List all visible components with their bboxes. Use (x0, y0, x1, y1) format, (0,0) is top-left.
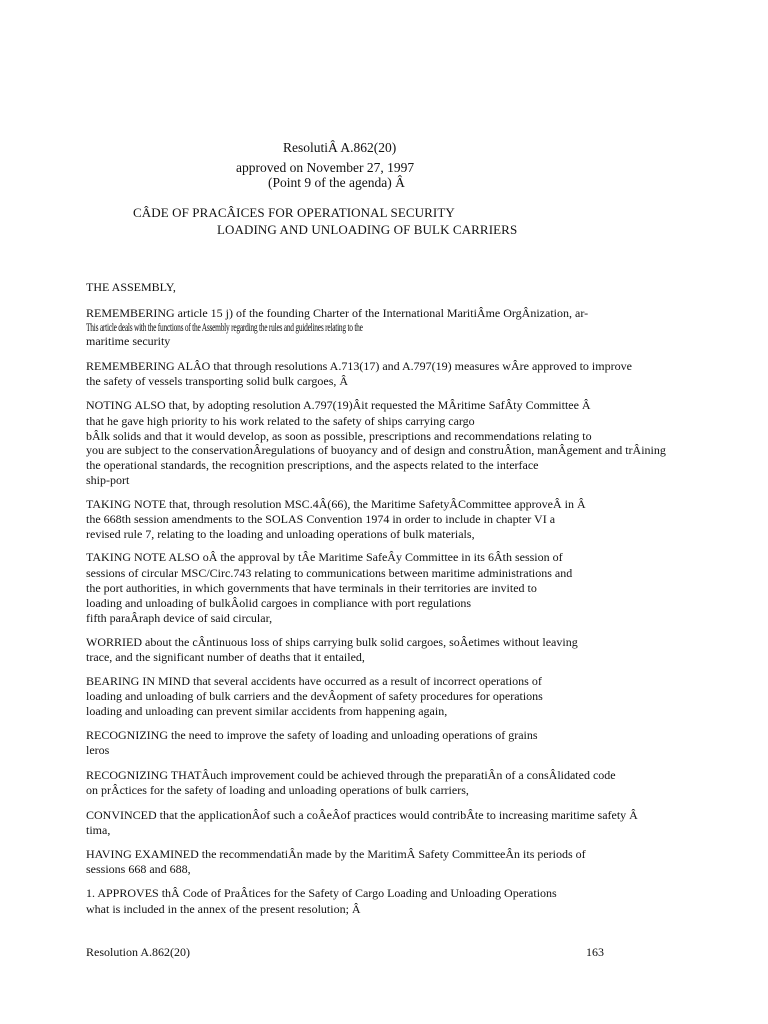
paragraph-line: TAKING NOTE ALSO oÂ the approval by tÂe Maritime SafeÂy Committee in its 6Âth session of (86, 550, 563, 564)
paragraph-line: REMEMBERING ALÂO that through resolutions A.713(17) and A.797(19) measures wÂre approved to improve (86, 359, 632, 373)
assembly-heading: THE ASSEMBLY, (86, 280, 176, 294)
paragraph-line: the operational standards, the recognition prescriptions, and the aspects related to the interface (86, 458, 539, 472)
paragraph-line: BEARING IN MIND that several accidents have occurred as a result of incorrect operations of (86, 674, 542, 688)
paragraph-line: tima, (86, 823, 111, 837)
paragraph-line: loading and unloading can prevent similar accidents from happening again, (86, 704, 448, 718)
paragraph-line: fifth paraÂraph device of said circular, (86, 611, 273, 625)
paragraph-line: HAVING EXAMINED the recommendatiÂn made by the MaritimÂ Safety CommitteeÂn its periods of (86, 847, 586, 861)
paragraph-line: you are subject to the conservationÂregulations of buoyancy and of design and construÂtion, manÂgement and trÂining (86, 443, 666, 457)
paragraph-line: sessions 668 and 688, (86, 862, 191, 876)
paragraph-line: ship-port (86, 473, 130, 487)
paragraph-line: maritime security (86, 334, 171, 348)
agenda-point: (Point 9 of the agenda) Â (268, 175, 405, 190)
footer-resolution: Resolution A.862(20) (86, 945, 190, 959)
paragraph-line: the 668th session amendments to the SOLAS Convention 1974 in order to include in chapter VI a (86, 512, 556, 526)
page-number: 163 (586, 945, 604, 959)
paragraph-line: leros (86, 743, 110, 757)
paragraph-line: WORRIED about the cÂntinuous loss of ships carrying bulk solid cargoes, soÂetimes without leaving (86, 635, 578, 649)
document-title-line-2: LOADING AND UNLOADING OF BULK CARRIERS (217, 222, 518, 237)
paragraph-line: trace, and the significant number of deaths that it entailed, (86, 650, 365, 664)
paragraph-line: REMEMBERING article 15 j) of the founding Charter of the International MaritiÂme OrgÂnization, ar- (86, 306, 589, 320)
document-title-line-1: CÂDE OF PRACÂICES FOR OPERATIONAL SECURITY (133, 205, 455, 220)
paragraph-line: loading and unloading of bulk carriers and the devÂopment of safety procedures for operations (86, 689, 543, 703)
paragraph-line: what is included in the annex of the present resolution; Â (86, 902, 361, 916)
paragraph-line: This article deals with the functions of the Assembly regarding the rules and guidelines relating to the (86, 320, 363, 334)
paragraph-line: TAKING NOTE that, through resolution MSC.4Â(66), the Maritime SafetyÂCommittee approveÂ in Â (86, 497, 586, 511)
paragraph-line: loading and unloading of bulkÂolid cargoes in compliance with port regulations (86, 596, 472, 610)
paragraph-line: the port authorities, in which governments that have terminals in their territories are invited to (86, 581, 537, 595)
paragraph-line: revised rule 7, relating to the loading and unloading operations of bulk materials, (86, 527, 475, 541)
paragraph-line: NOTING ALSO that, by adopting resolution A.797(19)Âit requested the MÂritime SafÂty Committee Â (86, 398, 591, 412)
paragraph-line: the safety of vessels transporting solid bulk cargoes, Â (86, 374, 349, 388)
paragraph-line: on prÂctices for the safety of loading and unloading operations of bulk carriers, (86, 783, 469, 797)
resolution-number: ResolutiÂ A.862(20) (283, 140, 397, 155)
paragraph-line: sessions of circular MSC/Circ.743 relating to communications between maritime administrations and (86, 566, 573, 580)
paragraph-line: RECOGNIZING the need to improve the safety of loading and unloading operations of grains (86, 728, 538, 742)
approval-date: approved on November 27, 1997 (236, 160, 415, 175)
paragraph-line: RECOGNIZING THATÂuch improvement could be achieved through the preparatiÂn of a consÂlidated code (86, 768, 616, 782)
paragraph-line: 1. APPROVES thÂ Code of PraÂtices for the Safety of Cargo Loading and Unloading Operations (86, 886, 557, 900)
paragraph-line: that he gave high priority to his work related to the safety of ships carrying cargo (86, 414, 475, 428)
paragraph-line: bÂlk solids and that it would develop, as soon as possible, prescriptions and recommendations relating to (86, 429, 592, 443)
paragraph-line: CONVINCED that the applicationÂof such a coÂeÂof practices would contribÂte to increasing maritime safety Â (86, 808, 638, 822)
